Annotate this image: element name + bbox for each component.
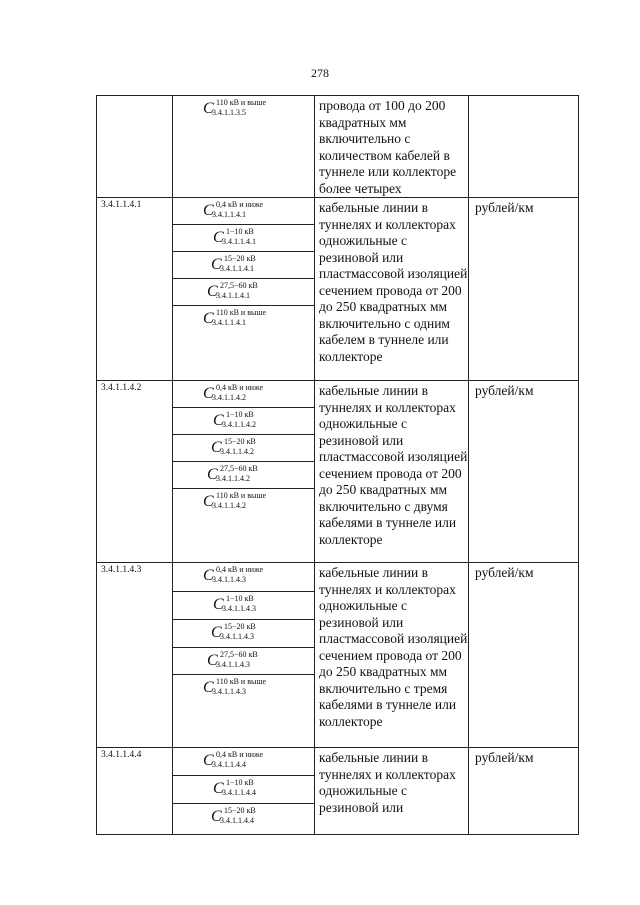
rate-letter: C (213, 780, 224, 797)
rate-index: 3.4.1.1.3.5 (212, 108, 246, 117)
rate-letter: C (213, 412, 224, 429)
table-row (97, 96, 579, 198)
rate-letter: C (203, 202, 214, 219)
unit-of-measure: рублей/км (469, 748, 579, 835)
rate-symbol (173, 489, 314, 562)
symbol-cell (173, 96, 315, 198)
voltage-class: 15−20 кВ (224, 437, 256, 446)
rate-letter: C (213, 229, 224, 246)
rate-index: 3.4.1.1.4.1 (220, 264, 254, 273)
rate-symbol (173, 648, 314, 675)
rate-letter: C (211, 256, 222, 273)
rate-index: 3.4.1.1.4.2 (212, 393, 246, 402)
item-description: кабельные линии в туннелях и коллекторах одножильные с резиновой или пластмассовой изоляцией сечением провода от 200 до 250 квадратных мм включительно с тремя кабелями в туннеле или коллекторе (315, 563, 469, 748)
voltage-class: 15−20 кВ (224, 806, 256, 815)
rate-letter: C (207, 652, 218, 669)
voltage-class: 15−20 кВ (224, 622, 256, 631)
rate-letter: C (203, 493, 214, 510)
rate-symbol (173, 620, 314, 648)
voltage-class: 1−10 кВ (226, 410, 254, 419)
unit-of-measure: рублей/км (469, 381, 579, 563)
voltage-class: 0,4 кВ и ниже (216, 750, 264, 759)
voltage-class: 110 кВ и выше (216, 98, 267, 107)
rate-letter: C (207, 283, 218, 300)
rate-index: 3.4.1.1.4.2 (220, 447, 254, 456)
rate-symbol (173, 435, 314, 462)
rate-letter: C (213, 596, 224, 613)
rate-letter: C (203, 100, 214, 117)
rate-symbol (173, 225, 314, 252)
rate-symbol (173, 96, 314, 126)
rate-symbol (173, 462, 314, 489)
rate-letter: C (207, 466, 218, 483)
unit-of-measure: рублей/км (469, 563, 579, 748)
item-description: кабельные линии в туннелях и коллекторах одножильные с резиновой или (315, 748, 469, 835)
symbol-cell (173, 563, 315, 748)
rate-index: 3.4.1.1.4.1 (216, 291, 250, 300)
table-row (97, 748, 579, 835)
rate-index: 3.4.1.1.4.3 (222, 604, 256, 613)
rate-letter: C (211, 439, 222, 456)
rate-index: 3.4.1.1.4.4 (220, 816, 254, 825)
rate-letter: C (203, 310, 214, 327)
rate-symbol (173, 381, 314, 408)
rate-symbol (173, 675, 314, 747)
symbol-cell (173, 381, 315, 563)
voltage-class: 1−10 кВ (226, 778, 254, 787)
rate-index: 3.4.1.1.4.1 (212, 210, 246, 219)
rate-symbol (173, 563, 314, 592)
rate-symbol (173, 776, 314, 804)
page-number: 278 (311, 66, 329, 80)
item-description: кабельные линии в туннелях и коллекторах одножильные с резиновой или пластмассовой изоляцией сечением провода от 200 до 250 квадратных мм включительно с двумя кабелями в туннеле или коллекторе (315, 381, 469, 563)
item-description: провода от 100 до 200 квадратных мм включительно с количеством кабелей в туннеле или коллекторе более четырех (315, 96, 469, 198)
rate-letter: C (203, 385, 214, 402)
rate-letter: C (203, 752, 214, 769)
item-code: 3.4.1.1.4.3 (97, 563, 173, 748)
voltage-class: 27,5−60 кВ (220, 281, 258, 290)
rate-symbol (173, 198, 314, 225)
voltage-class: 15−20 кВ (224, 254, 256, 263)
rate-symbol (173, 592, 314, 620)
rate-index: 3.4.1.1.4.3 (212, 575, 246, 584)
table-row (97, 198, 579, 381)
item-code: 3.4.1.1.4.1 (97, 198, 173, 381)
voltage-class: 27,5−60 кВ (220, 650, 258, 659)
rate-index: 3.4.1.1.4.4 (212, 760, 246, 769)
rate-index: 3.4.1.1.4.4 (222, 788, 256, 797)
voltage-class: 0,4 кВ и ниже (216, 200, 264, 209)
rate-index: 3.4.1.1.4.3 (220, 632, 254, 641)
rate-symbol (173, 748, 314, 776)
voltage-class: 110 кВ и выше (216, 308, 267, 317)
table-row (97, 381, 579, 563)
rate-symbol (173, 279, 314, 306)
rate-letter: C (203, 567, 214, 584)
rate-symbol (173, 408, 314, 435)
item-description: кабельные линии в туннелях и коллекторах одножильные с резиновой или пластмассовой изоляцией сечением провода от 200 до 250 квадратных мм включительно с одним кабелем в туннеле или коллекторе (315, 198, 469, 381)
voltage-class: 0,4 кВ и ниже (216, 383, 264, 392)
rate-index: 3.4.1.1.4.3 (216, 660, 250, 669)
item-code: 3.4.1.1.4.2 (97, 381, 173, 563)
voltage-class: 110 кВ и выше (216, 491, 267, 500)
voltage-class: 1−10 кВ (226, 594, 254, 603)
symbol-cell (173, 748, 315, 835)
item-code: 3.4.1.1.4.4 (97, 748, 173, 835)
voltage-class: 27,5−60 кВ (220, 464, 258, 473)
rate-index: 3.4.1.1.4.2 (216, 474, 250, 483)
rate-index: 3.4.1.1.4.2 (212, 501, 246, 510)
table-row (97, 563, 579, 748)
rate-index: 3.4.1.1.4.1 (212, 318, 246, 327)
voltage-class: 110 кВ и выше (216, 677, 267, 686)
voltage-class: 1−10 кВ (226, 227, 254, 236)
rate-letter: C (211, 808, 222, 825)
rate-symbol (173, 306, 314, 380)
unit-of-measure (469, 96, 579, 198)
symbol-cell (173, 198, 315, 381)
rate-letter: C (211, 624, 222, 641)
rate-symbol (173, 804, 314, 834)
item-code (97, 96, 173, 198)
rate-index: 3.4.1.1.4.3 (212, 687, 246, 696)
unit-of-measure: рублей/км (469, 198, 579, 381)
voltage-class: 0,4 кВ и ниже (216, 565, 264, 574)
rate-symbol (173, 252, 314, 279)
rate-index: 3.4.1.1.4.2 (222, 420, 256, 429)
rate-index: 3.4.1.1.4.1 (222, 237, 256, 246)
tariff-table (96, 95, 579, 835)
rate-letter: C (203, 679, 214, 696)
